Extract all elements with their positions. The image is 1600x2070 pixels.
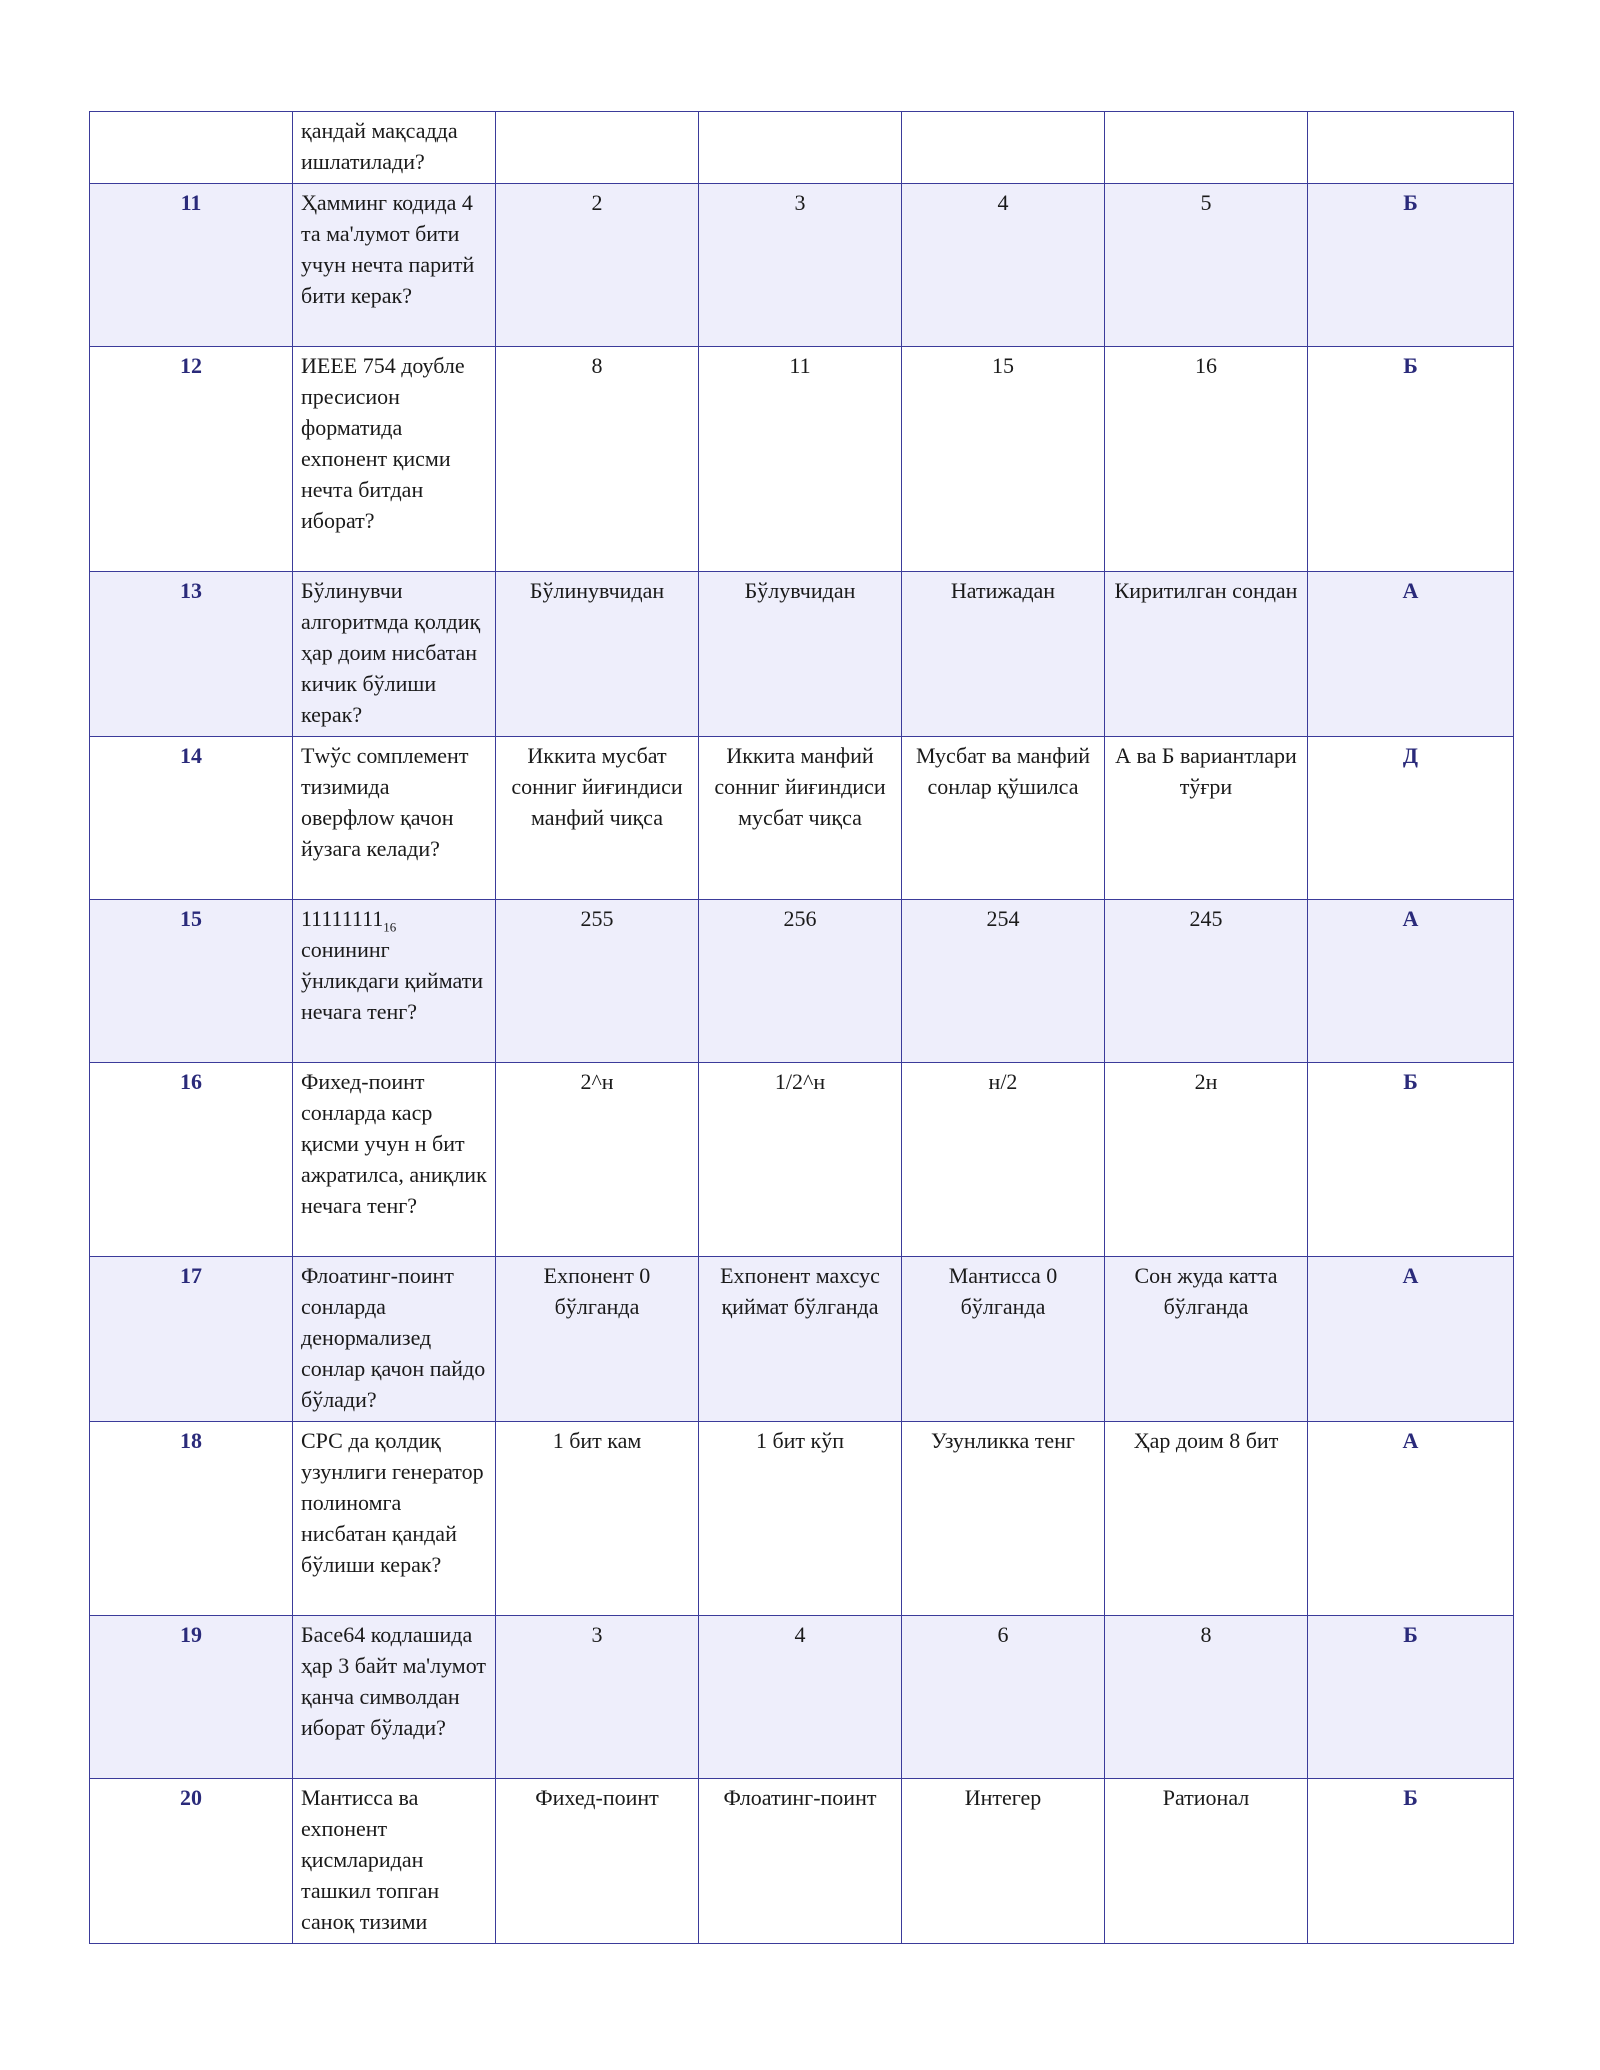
option-b: Иккита манфий сонниг йиғиндиси мусбат чиқса (699, 737, 902, 900)
table-row (90, 112, 1514, 184)
option-b: 4 (699, 1616, 902, 1779)
table-row (90, 184, 1514, 347)
option-a: 2^н (496, 1063, 699, 1257)
option-b (699, 112, 902, 184)
option-c: Натижадан (902, 572, 1105, 737)
question-number: 17 (90, 1257, 293, 1422)
option-b: 1 бит кўп (699, 1422, 902, 1616)
option-d (1105, 112, 1308, 184)
option-b: Ехпонент махсус қиймат бўлганда (699, 1257, 902, 1422)
correct-answer: Б (1308, 1779, 1514, 1944)
option-a: 8 (496, 347, 699, 572)
table-row (90, 1779, 1514, 1944)
option-a: Иккита мусбат сонниг йиғиндиси манфий чиқса (496, 737, 699, 900)
option-b: 11 (699, 347, 902, 572)
table-row (90, 1063, 1514, 1257)
question-number: 19 (90, 1616, 293, 1779)
correct-answer: А (1308, 1422, 1514, 1616)
hex-number: 11111111 (301, 906, 384, 931)
question-number: 13 (90, 572, 293, 737)
question-number: 14 (90, 737, 293, 900)
option-a: 1 бит кам (496, 1422, 699, 1616)
option-d: Ратионал (1105, 1779, 1308, 1944)
option-c: 15 (902, 347, 1105, 572)
question-text: СРС да қолдиқ узунлиги генератор полиномга нисбатан қандай бўлиши керак? (293, 1422, 496, 1616)
option-a: 255 (496, 900, 699, 1063)
option-c: Узунликка тенг (902, 1422, 1105, 1616)
option-d: Киритилган сондан (1105, 572, 1308, 737)
question-number (90, 112, 293, 184)
option-c: Интегер (902, 1779, 1105, 1944)
option-d: 8 (1105, 1616, 1308, 1779)
correct-answer: Б (1308, 1616, 1514, 1779)
option-b: 256 (699, 900, 902, 1063)
option-c: Мантисса 0 бўлганда (902, 1257, 1105, 1422)
option-c: Мусбат ва манфий сонлар қўшилса (902, 737, 1105, 900)
correct-answer: Б (1308, 184, 1514, 347)
table-row (90, 1257, 1514, 1422)
correct-answer: А (1308, 572, 1514, 737)
option-a: 2 (496, 184, 699, 347)
question-text: ИЕЕЕ 754 доубле пресисион форматида ехпонент қисми нечта битдан иборат? (293, 347, 496, 572)
option-d: 2н (1105, 1063, 1308, 1257)
question-number: 18 (90, 1422, 293, 1616)
question-text: Ҳамминг кодида 4 та ма'лумот бити учун нечта паритй бити керак? (293, 184, 496, 347)
option-a: Ехпонент 0 бўлганда (496, 1257, 699, 1422)
option-b: Флоатинг-поинт (699, 1779, 902, 1944)
question-text (293, 900, 496, 1063)
option-c: 6 (902, 1616, 1105, 1779)
question-rest: сонининг ўнликдаги қиймати нечага тенг? (301, 937, 484, 1024)
option-d: Ҳар доим 8 бит (1105, 1422, 1308, 1616)
question-text: Мантисса ва ехпонент қисмларидан ташкил топган саноқ тизими (293, 1779, 496, 1944)
correct-answer: Б (1308, 1063, 1514, 1257)
option-d: А ва Б вариантлари тўғри (1105, 737, 1308, 900)
question-number: 11 (90, 184, 293, 347)
question-text: Флоатинг-поинт сонларда денормализед сонлар қачон пайдо бўлади? (293, 1257, 496, 1422)
correct-answer: А (1308, 900, 1514, 1063)
table-row (90, 900, 1514, 1063)
correct-answer: А (1308, 1257, 1514, 1422)
option-d: 5 (1105, 184, 1308, 347)
table-row (90, 572, 1514, 737)
question-text: Бўлинувчи алгоритмда қолдиқ ҳар доим нисбатан кичик бўлиши керак? (293, 572, 496, 737)
correct-answer (1308, 112, 1514, 184)
option-a: Фихед-поинт (496, 1779, 699, 1944)
option-c: 254 (902, 900, 1105, 1063)
question-text: қандай мақсадда ишлатилади? (293, 112, 496, 184)
option-c (902, 112, 1105, 184)
correct-answer: Д (1308, 737, 1514, 900)
table-row (90, 737, 1514, 900)
question-number: 12 (90, 347, 293, 572)
option-c: 4 (902, 184, 1105, 347)
option-c: н/2 (902, 1063, 1105, 1257)
question-text: Басе64 кодлашида ҳар 3 байт ма'лумот қанча символдан иборат бўлади? (293, 1616, 496, 1779)
option-a: 3 (496, 1616, 699, 1779)
question-number: 16 (90, 1063, 293, 1257)
option-b: Бўлувчидан (699, 572, 902, 737)
correct-answer: Б (1308, 347, 1514, 572)
question-text: Тwўс сомплемент тизимида оверфлоw қачон йузага келади? (293, 737, 496, 900)
table-row (90, 1422, 1514, 1616)
option-d: 16 (1105, 347, 1308, 572)
quiz-table (89, 111, 1514, 1944)
table-row (90, 347, 1514, 572)
option-a: Бўлинувчидан (496, 572, 699, 737)
option-d: 245 (1105, 900, 1308, 1063)
option-d: Сон жуда катта бўлганда (1105, 1257, 1308, 1422)
option-b: 3 (699, 184, 902, 347)
question-number: 15 (90, 900, 293, 1063)
option-a (496, 112, 699, 184)
option-b: 1/2^н (699, 1063, 902, 1257)
table-row (90, 1616, 1514, 1779)
question-number: 20 (90, 1779, 293, 1944)
question-text: Фихед-поинт сонларда каср қисми учун н бит ажратилса, аниқлик нечага тенг? (293, 1063, 496, 1257)
number-base: 16 (383, 919, 397, 935)
